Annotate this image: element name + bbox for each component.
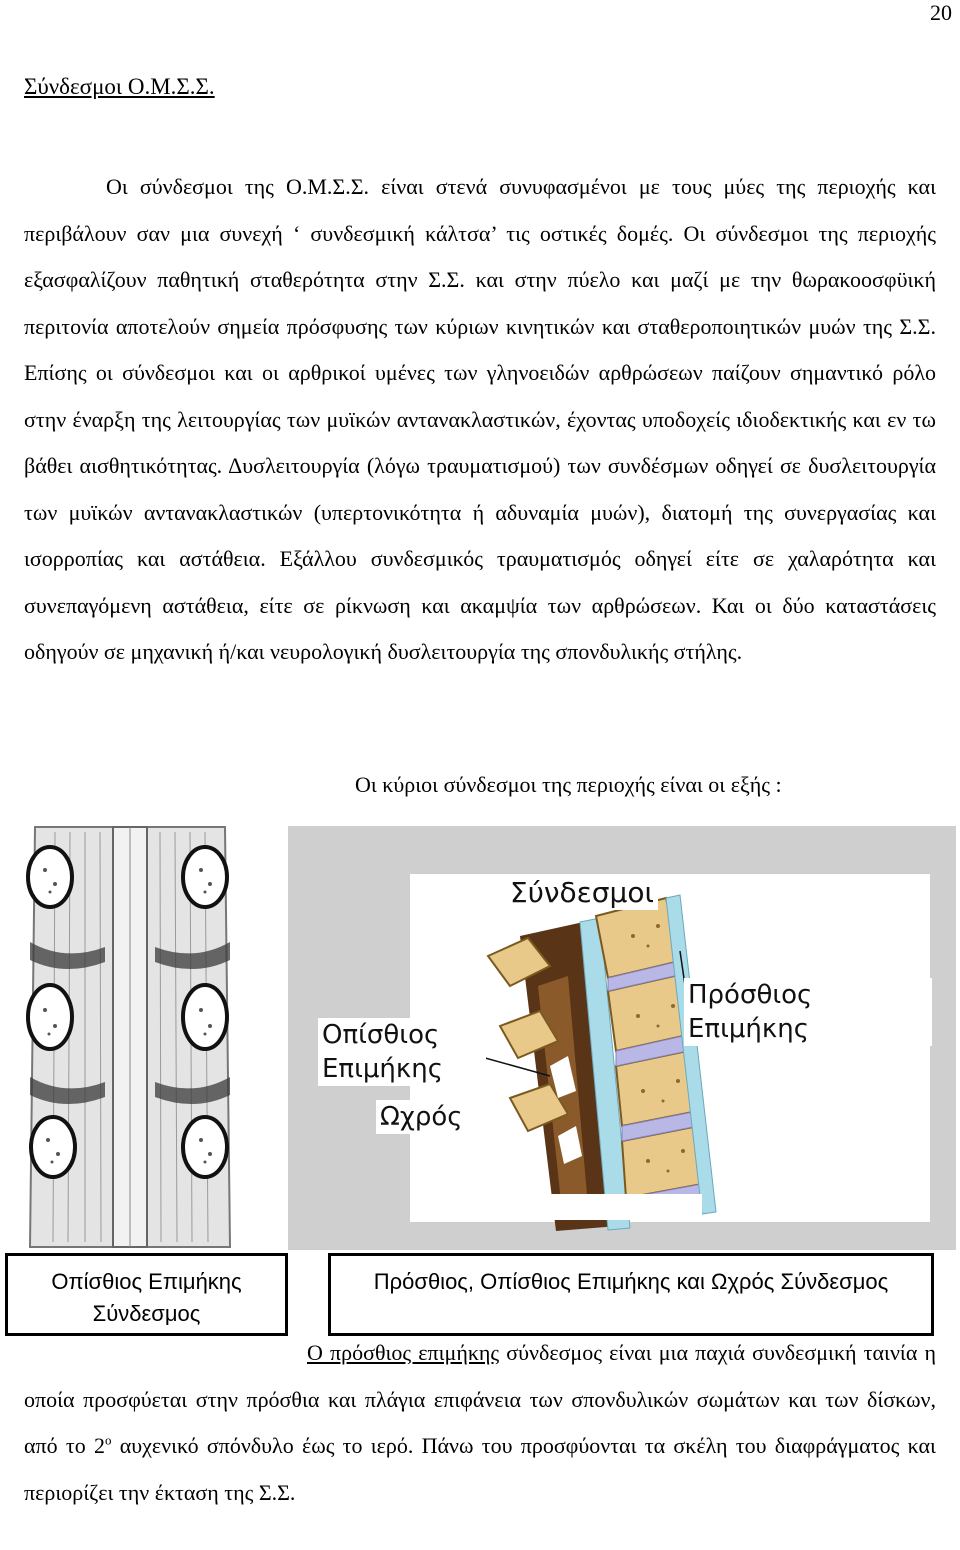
paragraph-intro: Οι σύνδεσμοι της Ο.Μ.Σ.Σ. είναι στενά συνυφασμένοι με τους μύες της περιοχής και περιβάλουν σαν μια συνεχή ‘ συνδεσμική κάλτσα’ τις οστικές δομές. Οι σύνδεσμοι της περιοχής εξασφαλίζουν παθητική σταθερότητα στην Σ.Σ. και στην πύελο και μαζί με την θωρακοοσφϋική περιτονία αποτελούν σημεία πρόσφυσης των κύριων κινητικών και σταθεροποιητικών μυών της Σ.Σ. Επίσης οι σύνδεσμοι και οι αρθρικοί υμένες των γληνοειδών αρθρώσεων παίζουν σημαντικό ρόλο στην έναρξη της λειτουργίας των μυϊκών αντανακλαστικών, έχοντας υποδοχείς ιδιοδεκτικής και εν τω βάθει αισθητικότητας. Δυσλειτουργία (λόγω τραυματισμού) των συνδέσμων οδηγεί σε δυσλειτουργία των μυϊκών αντανακλαστικών (υπερτονικότητα ή αδυναμία μυών), διατομή της συνεργασίας και ισορροπίας και αστάθεια. Εξάλλου συνδεσμικός τραυματισμός οδηγεί είτε σε χαλαρότητα και συνεπαγόμενη αστάθεια, είτε σε ρίκνωση και ακαμψία των αρθρώσεων. Και οι δύο καταστάσεις οδηγούν σε μηχανική ή/και νευρολογική δυσλειτουργία της σπονδυλικής στήλης. [24, 174, 936, 664]
ligamentum-flavum-label: Ωχρός [376, 1100, 467, 1134]
underlined-term: Ο πρόσθιος επιμήκης [307, 1340, 500, 1365]
caption-right: Πρόσθιος, Οπίσθιος Επιμήκης και Ωχρός Σύνδεσμος [328, 1253, 934, 1336]
section-title-text: Σύνδεσμοι Ο.Μ.Σ.Σ. [24, 74, 215, 99]
ordinal-superscript: ο [104, 1432, 112, 1448]
paragraph-anterior-ligament [24, 1330, 936, 1516]
posterior-longitudinal-label: Οπίσθιος Επιμήκης [318, 1018, 486, 1086]
anterior-longitudinal-label: Πρόσθιος Επιμήκης [684, 978, 932, 1046]
paragraph2-text-a: σύνδεσμος είναι μια παχιά συνδεσμική ταινία η οποία προσφύεται στην πρόσθια και πλάγια επιφάνεια των σπονδυλικών σωμάτων και των δίσκων, από το 2 [24, 1340, 936, 1458]
paragraph2-text-b: αυχενικό σπόνδυλο έως το ιερό. Πάνω του προσφύονται τα σκέλη του διαφράγματος και περιορίζει την έκταση της Σ.Σ. [24, 1433, 936, 1505]
figure-intro: Οι κύριοι σύνδεσμοι της περιοχής είναι οι εξής : [355, 772, 782, 797]
page-number: 20 [930, 0, 952, 25]
caption-left: Οπίσθιος Επιμήκης Σύνδεσμος [5, 1253, 288, 1336]
figure-title-label: Σύνδεσμοι [506, 876, 658, 910]
section-title [24, 74, 215, 100]
posterior-ligament-illustration [5, 812, 255, 1252]
